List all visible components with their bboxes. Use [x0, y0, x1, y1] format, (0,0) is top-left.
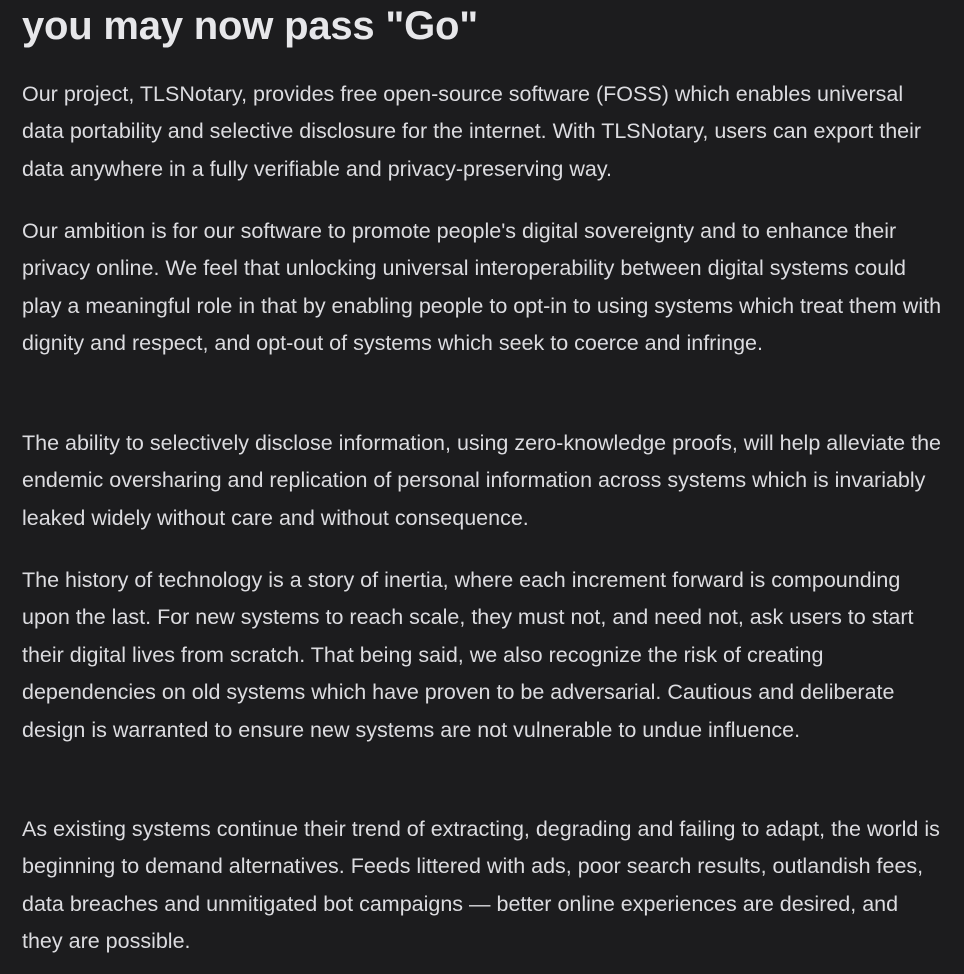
paragraph-history-of-technology: The history of technology is a story of inertia, where each increment forward is compounding upon the last. For new systems to reach scale, they must not, and need not, ask users to start their digital lives from scratch. That being said, we also recognize the risk of creating dependencies on old systems which have proven to be adversarial. Cautious and deliberate design is warranted to ensure new systems are not vulnerable to undue influence. [22, 568, 914, 742]
paragraph-ambition: Our ambition is for our software to promote people's digital sovereignty and to enhance their privacy online. We feel that unlocking universal interoperability between digital systems could play a meaningful role in that by enabling people to opt-in to using systems which treat them with dignity and respect, and opt-out of systems which seek to coerce and infringe. [22, 219, 942, 356]
section-heading: you may now pass "Go" [22, 4, 479, 48]
paragraph-foss-intro: Our project, TLSNotary, provides free open-source software (FOSS) which enables universal data portability and selective disclosure for the internet. With TLSNotary, users can export their data anywhere in a fully verifiable and privacy-preserving way. [22, 82, 922, 181]
paragraph-selective-disclosure: The ability to selectively disclose information, using zero-knowledge proofs, will help alleviate the endemic oversharing and replication of personal information across systems which is invariably leaked widely without care and without consequence. [22, 431, 941, 530]
paragraph-demand-alternatives: As existing systems continue their trend of extracting, degrading and failing to adapt, the world is beginning to demand alternatives. Feeds littered with ads, poor search results, outlandish fees, data breaches and unmitigated bot campaigns — better online experiences are desired, and they are possible. [22, 817, 940, 954]
